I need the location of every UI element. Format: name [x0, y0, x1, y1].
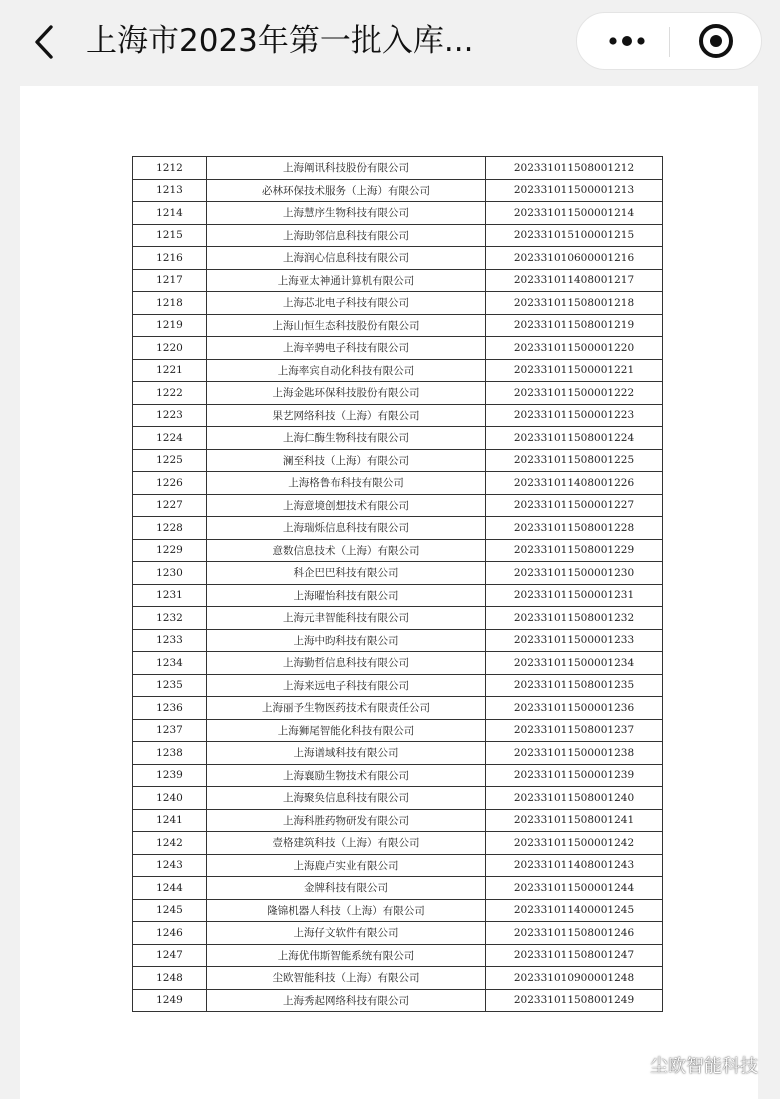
registration-code-cell: 202331011400001245: [486, 899, 663, 922]
table-row: [133, 854, 663, 877]
table-row: [133, 584, 663, 607]
row-number-cell: 1243: [133, 854, 207, 877]
table-row: [133, 764, 663, 787]
company-name-cell: 上海勤哲信息科技有限公司: [207, 652, 486, 675]
registration-code-cell: 202331011408001226: [486, 472, 663, 495]
registration-code-cell: 202331011500001221: [486, 359, 663, 382]
company-name-cell: 上海辛骋电子科技有限公司: [207, 337, 486, 360]
table-row: [133, 944, 663, 967]
table-row: [133, 922, 663, 945]
table-row: [133, 427, 663, 450]
company-name-cell: 上海丽予生物医药技术有限责任公司: [207, 697, 486, 720]
table-row: [133, 472, 663, 495]
registration-code-cell: 202331011500001233: [486, 629, 663, 652]
table-row: [133, 742, 663, 765]
company-name-cell: 必林环保技术服务（上海）有限公司: [207, 179, 486, 202]
registration-code-cell: 202331011500001244: [486, 877, 663, 900]
row-number-cell: 1227: [133, 494, 207, 517]
company-name-cell: 上海率宾自动化科技有限公司: [207, 359, 486, 382]
table-row: [133, 517, 663, 540]
registration-code-cell: 202331010600001216: [486, 247, 663, 270]
more-dots-icon: [607, 35, 647, 47]
target-close-icon: [697, 22, 735, 60]
company-name-cell: 上海鹿卢实业有限公司: [207, 854, 486, 877]
company-name-cell: 澜至科技（上海）有限公司: [207, 449, 486, 472]
table-row: [133, 247, 663, 270]
table-row: [133, 562, 663, 585]
row-number-cell: 1218: [133, 292, 207, 315]
company-name-cell: 果艺网络科技（上海）有限公司: [207, 404, 486, 427]
row-number-cell: 1249: [133, 989, 207, 1012]
row-number-cell: 1221: [133, 359, 207, 382]
table-row: [133, 674, 663, 697]
registration-code-cell: 202331015100001215: [486, 224, 663, 247]
table-row: [133, 697, 663, 720]
table-row: [133, 629, 663, 652]
row-number-cell: 1248: [133, 967, 207, 990]
registration-code-cell: 202331011508001225: [486, 449, 663, 472]
table-row: [133, 157, 663, 180]
company-name-cell: 金牌科技有限公司: [207, 877, 486, 900]
row-number-cell: 1224: [133, 427, 207, 450]
row-number-cell: 1228: [133, 517, 207, 540]
table-row: [133, 719, 663, 742]
row-number-cell: 1219: [133, 314, 207, 337]
company-name-cell: 上海仁酶生物科技有限公司: [207, 427, 486, 450]
company-name-cell: 上海意境创想技术有限公司: [207, 494, 486, 517]
row-number-cell: 1239: [133, 764, 207, 787]
registration-code-cell: 202331011500001231: [486, 584, 663, 607]
close-button[interactable]: [673, 13, 759, 69]
company-name-cell: 上海曜怡科技有限公司: [207, 584, 486, 607]
company-name-cell: 上海阐讯科技股份有限公司: [207, 157, 486, 180]
table-row: [133, 989, 663, 1012]
chevron-left-icon: [33, 24, 55, 60]
row-number-cell: 1214: [133, 202, 207, 225]
row-number-cell: 1220: [133, 337, 207, 360]
company-name-cell: 上海瑞烁信息科技有限公司: [207, 517, 486, 540]
row-number-cell: 1238: [133, 742, 207, 765]
company-list-table: [132, 156, 663, 1012]
registration-code-cell: 202331011500001238: [486, 742, 663, 765]
watermark: [618, 1050, 758, 1080]
table-row: [133, 269, 663, 292]
row-number-cell: 1234: [133, 652, 207, 675]
row-number-cell: 1246: [133, 922, 207, 945]
registration-code-cell: 202331011508001212: [486, 157, 663, 180]
table-row: [133, 539, 663, 562]
company-name-cell: 上海狮尾智能化科技有限公司: [207, 719, 486, 742]
registration-code-cell: 202331011508001228: [486, 517, 663, 540]
registration-code-cell: 202331011500001234: [486, 652, 663, 675]
registration-code-cell: 202331011508001235: [486, 674, 663, 697]
table-row: [133, 494, 663, 517]
table-row: [133, 202, 663, 225]
company-name-cell: 上海秀起网络科技有限公司: [207, 989, 486, 1012]
company-name-cell: 上海芯北电子科技有限公司: [207, 292, 486, 315]
table-row: [133, 179, 663, 202]
row-number-cell: 1225: [133, 449, 207, 472]
row-number-cell: 1244: [133, 877, 207, 900]
registration-code-cell: 202331011500001242: [486, 832, 663, 855]
company-name-cell: 上海助邻信息科技有限公司: [207, 224, 486, 247]
capsule-divider: [669, 27, 670, 57]
company-name-cell: 上海中昀科技有限公司: [207, 629, 486, 652]
row-number-cell: 1237: [133, 719, 207, 742]
registration-code-cell: 202331011508001247: [486, 944, 663, 967]
table-row: [133, 382, 663, 405]
row-number-cell: 1223: [133, 404, 207, 427]
table-row: [133, 292, 663, 315]
row-number-cell: 1230: [133, 562, 207, 585]
company-name-cell: 上海谱域科技有限公司: [207, 742, 486, 765]
row-number-cell: 1231: [133, 584, 207, 607]
company-name-cell: 上海聚奂信息科技有限公司: [207, 787, 486, 810]
registration-code-cell: 202331011408001243: [486, 854, 663, 877]
registration-code-cell: 202331011508001229: [486, 539, 663, 562]
table-row: [133, 359, 663, 382]
document-page: [20, 86, 758, 1099]
registration-code-cell: 202331011500001230: [486, 562, 663, 585]
company-name-cell: 尘欧智能科技（上海）有限公司: [207, 967, 486, 990]
row-number-cell: 1232: [133, 607, 207, 630]
registration-code-cell: 202331011508001232: [486, 607, 663, 630]
company-name-cell: 上海金匙环保科技股份有限公司: [207, 382, 486, 405]
row-number-cell: 1247: [133, 944, 207, 967]
company-name-cell: 意数信息技术（上海）有限公司: [207, 539, 486, 562]
row-number-cell: 1236: [133, 697, 207, 720]
table-row: [133, 607, 663, 630]
company-name-cell: 上海山恒生态科技股份有限公司: [207, 314, 486, 337]
row-number-cell: 1245: [133, 899, 207, 922]
company-name-cell: 上海襄励生物技术有限公司: [207, 764, 486, 787]
navigation-bar: [0, 0, 780, 84]
row-number-cell: 1215: [133, 224, 207, 247]
registration-code-cell: 202331011508001237: [486, 719, 663, 742]
watermark-text: 尘欧智能科技: [650, 1056, 758, 1077]
row-number-cell: 1242: [133, 832, 207, 855]
table-row: [133, 787, 663, 810]
registration-code-cell: 202331010900001248: [486, 967, 663, 990]
table-row: [133, 967, 663, 990]
mini-program-capsule: [576, 12, 762, 70]
table-row: [133, 652, 663, 675]
row-number-cell: 1233: [133, 629, 207, 652]
company-name-cell: 上海亚太神通计算机有限公司: [207, 269, 486, 292]
wechat-icon: [618, 1054, 644, 1076]
table-row: [133, 224, 663, 247]
registration-code-cell: 202331011508001249: [486, 989, 663, 1012]
company-name-cell: 上海优伟斯智能系统有限公司: [207, 944, 486, 967]
more-button[interactable]: [587, 13, 667, 69]
registration-code-cell: 202331011508001246: [486, 922, 663, 945]
registration-code-cell: 202331011508001218: [486, 292, 663, 315]
registration-code-cell: 202331011500001213: [486, 179, 663, 202]
row-number-cell: 1217: [133, 269, 207, 292]
row-number-cell: 1212: [133, 157, 207, 180]
registration-code-cell: 202331011500001239: [486, 764, 663, 787]
company-name-cell: 科企巴巴科技有限公司: [207, 562, 486, 585]
row-number-cell: 1235: [133, 674, 207, 697]
registration-code-cell: 202331011500001227: [486, 494, 663, 517]
registration-code-cell: 202331011508001240: [486, 787, 663, 810]
registration-code-cell: 202331011508001219: [486, 314, 663, 337]
page-title: 上海市2023年第一批入库...: [86, 23, 474, 59]
row-number-cell: 1222: [133, 382, 207, 405]
table-row: [133, 809, 663, 832]
table-row: [133, 877, 663, 900]
registration-code-cell: 202331011500001236: [486, 697, 663, 720]
registration-code-cell: 202331011508001224: [486, 427, 663, 450]
row-number-cell: 1226: [133, 472, 207, 495]
table-row: [133, 337, 663, 360]
company-name-cell: 上海科胜药物研发有限公司: [207, 809, 486, 832]
row-number-cell: 1216: [133, 247, 207, 270]
back-button[interactable]: [28, 20, 60, 64]
registration-code-cell: 202331011500001214: [486, 202, 663, 225]
company-name-cell: 上海格鲁布科技有限公司: [207, 472, 486, 495]
table-row: [133, 314, 663, 337]
registration-code-cell: 202331011500001223: [486, 404, 663, 427]
table-row: [133, 832, 663, 855]
registration-code-cell: 202331011408001217: [486, 269, 663, 292]
row-number-cell: 1229: [133, 539, 207, 562]
company-name-cell: 上海元聿智能科技有限公司: [207, 607, 486, 630]
row-number-cell: 1213: [133, 179, 207, 202]
registration-code-cell: 202331011508001241: [486, 809, 663, 832]
company-name-cell: 壹格建筑科技（上海）有限公司: [207, 832, 486, 855]
registration-code-cell: 202331011500001220: [486, 337, 663, 360]
row-number-cell: 1241: [133, 809, 207, 832]
company-name-cell: 隆锦机器人科技（上海）有限公司: [207, 899, 486, 922]
table-row: [133, 899, 663, 922]
company-name-cell: 上海仔文软件有限公司: [207, 922, 486, 945]
table-row: [133, 449, 663, 472]
company-name-cell: 上海润心信息科技有限公司: [207, 247, 486, 270]
row-number-cell: 1240: [133, 787, 207, 810]
company-name-cell: 上海来远电子科技有限公司: [207, 674, 486, 697]
table-body: [133, 157, 663, 1012]
table-row: [133, 404, 663, 427]
company-name-cell: 上海慧序生物科技有限公司: [207, 202, 486, 225]
registration-code-cell: 202331011500001222: [486, 382, 663, 405]
